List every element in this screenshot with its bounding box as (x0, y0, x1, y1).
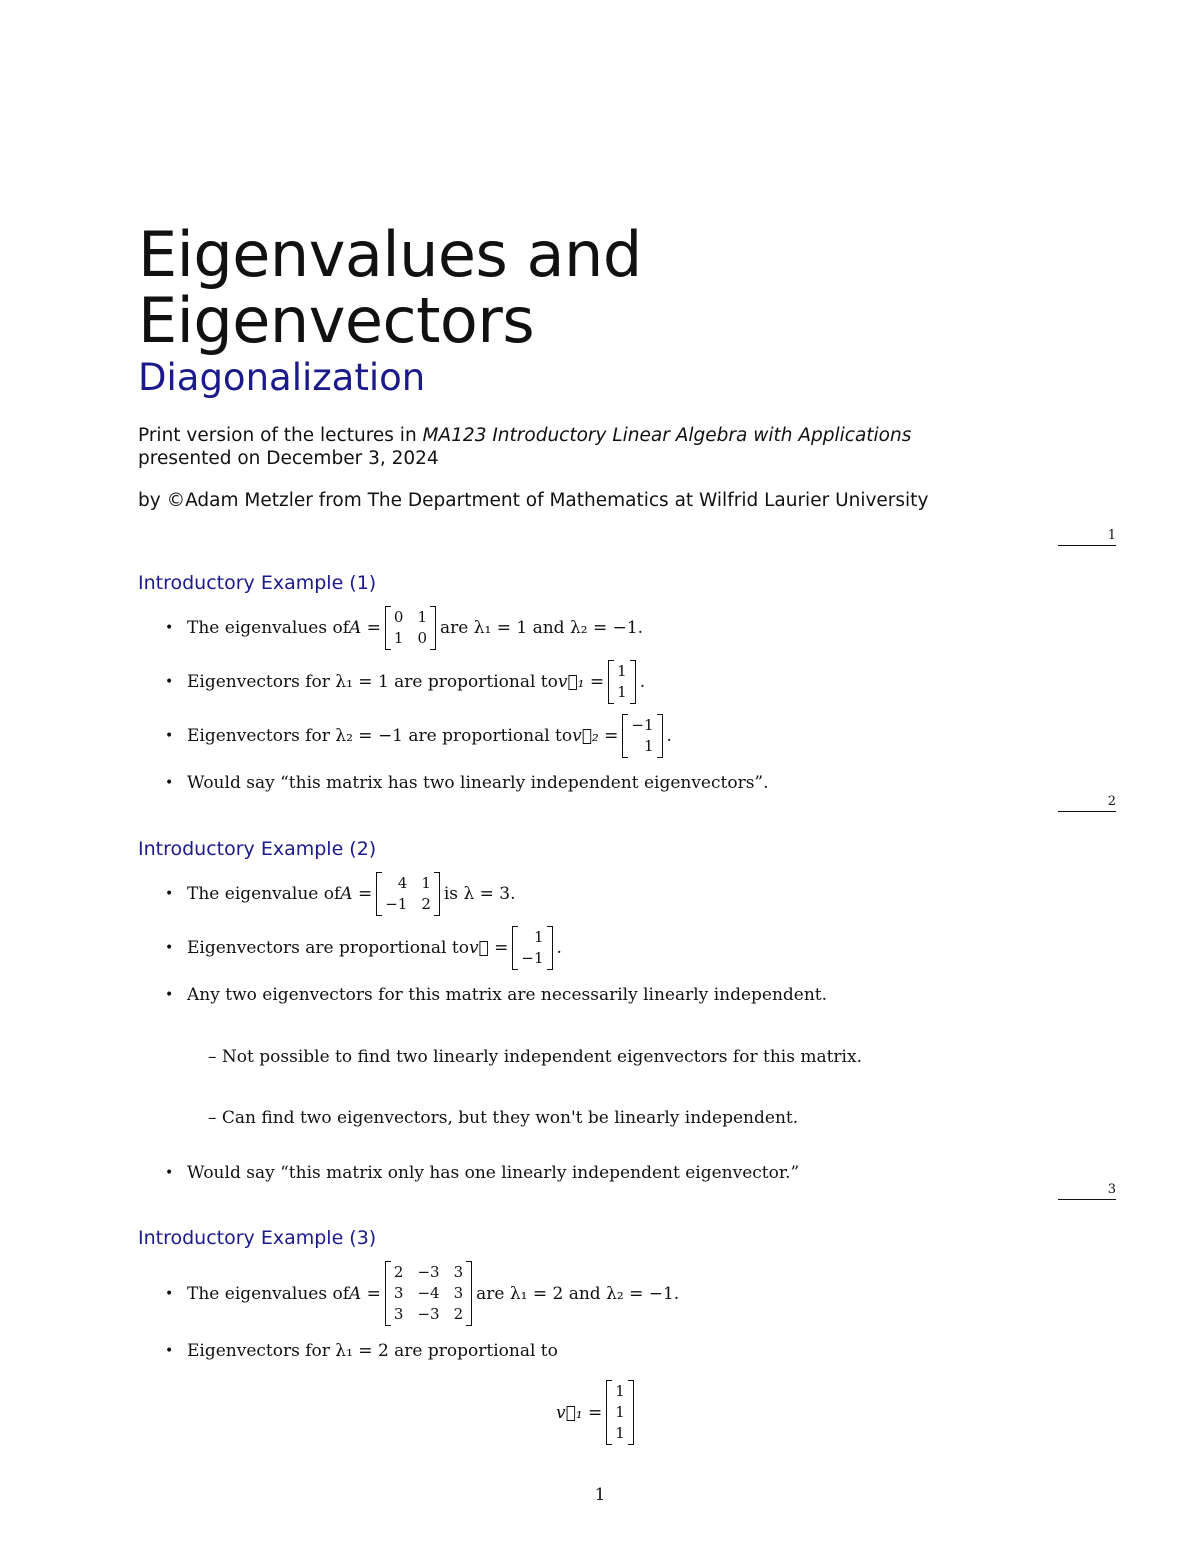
slide-number: 3 (1058, 1182, 1116, 1200)
list-item: • The eigenvalues of A = 2 −3 3 3 −4 3 3 −3 2 are λ₁ = 2 and λ₂ = −1. (165, 1261, 679, 1326)
section-heading: Introductory Example (1) (138, 572, 377, 594)
list-item: • The eigenvalue of A = 4 1 −1 2 is λ = 3. (165, 872, 516, 916)
page-title (138, 218, 642, 357)
vector-v2: −1 1 (622, 714, 662, 758)
section-heading: Introductory Example (2) (138, 838, 377, 860)
subtitle: Diagonalization (138, 356, 426, 399)
slide-number: 1 (1058, 528, 1116, 546)
title-line-2: Eigenvectors (138, 284, 535, 357)
list-item: • Eigenvectors are proportional to v⃗ = 1 −1 . (165, 926, 562, 970)
page-number: 1 (594, 1485, 606, 1505)
lecture-info: Print version of the lectures in MA123 Introductory Linear Algebra with Applications presented on December 3, 2024 (138, 425, 912, 469)
slide-number: 2 (1058, 794, 1116, 812)
course-name: MA123 Introductory Linear Algebra with Applications (422, 425, 912, 446)
vector-v1: 1 1 1 (606, 1380, 634, 1445)
title-line-1: Eigenvalues and (138, 218, 642, 291)
vector-v1: 1 1 (608, 660, 636, 704)
list-item: • Eigenvectors for λ₁ = 1 are proportional to v⃗₁ = 1 1 . (165, 660, 645, 704)
list-item: • Would say “this matrix has two linearly independent eigenvectors”. (165, 773, 769, 793)
list-item: • Eigenvectors for λ₂ = −1 are proportional to v⃗₂ = −1 1 . (165, 714, 672, 758)
list-item: • Any two eigenvectors for this matrix are necessarily linearly independent. (165, 985, 828, 1005)
sub-list-item: – Not possible to find two linearly independent eigenvectors for this matrix. (208, 1047, 862, 1067)
list-item: • Would say “this matrix only has one linearly independent eigenvector.” (165, 1163, 800, 1183)
section-heading: Introductory Example (3) (138, 1227, 377, 1249)
presented-date: presented on December 3, 2024 (138, 448, 439, 469)
display-equation: v⃗₁ = 1 1 1 (556, 1380, 638, 1445)
list-item: • Eigenvectors for λ₁ = 2 are proportional to (165, 1341, 558, 1361)
sub-list-item: – Can find two eigenvectors, but they won't be linearly independent. (208, 1108, 799, 1128)
author-line: by ©Adam Metzler from The Department of Mathematics at Wilfrid Laurier University (138, 490, 929, 511)
matrix-A: 4 1 −1 2 (376, 872, 440, 916)
list-item: • The eigenvalues of A = 0 1 1 0 are λ₁ = 1 and λ₂ = −1. (165, 606, 643, 650)
matrix-A: 2 −3 3 3 −4 3 3 −3 2 (385, 1261, 472, 1326)
matrix-A: 0 1 1 0 (385, 606, 436, 650)
vector-v: 1 −1 (512, 926, 552, 970)
